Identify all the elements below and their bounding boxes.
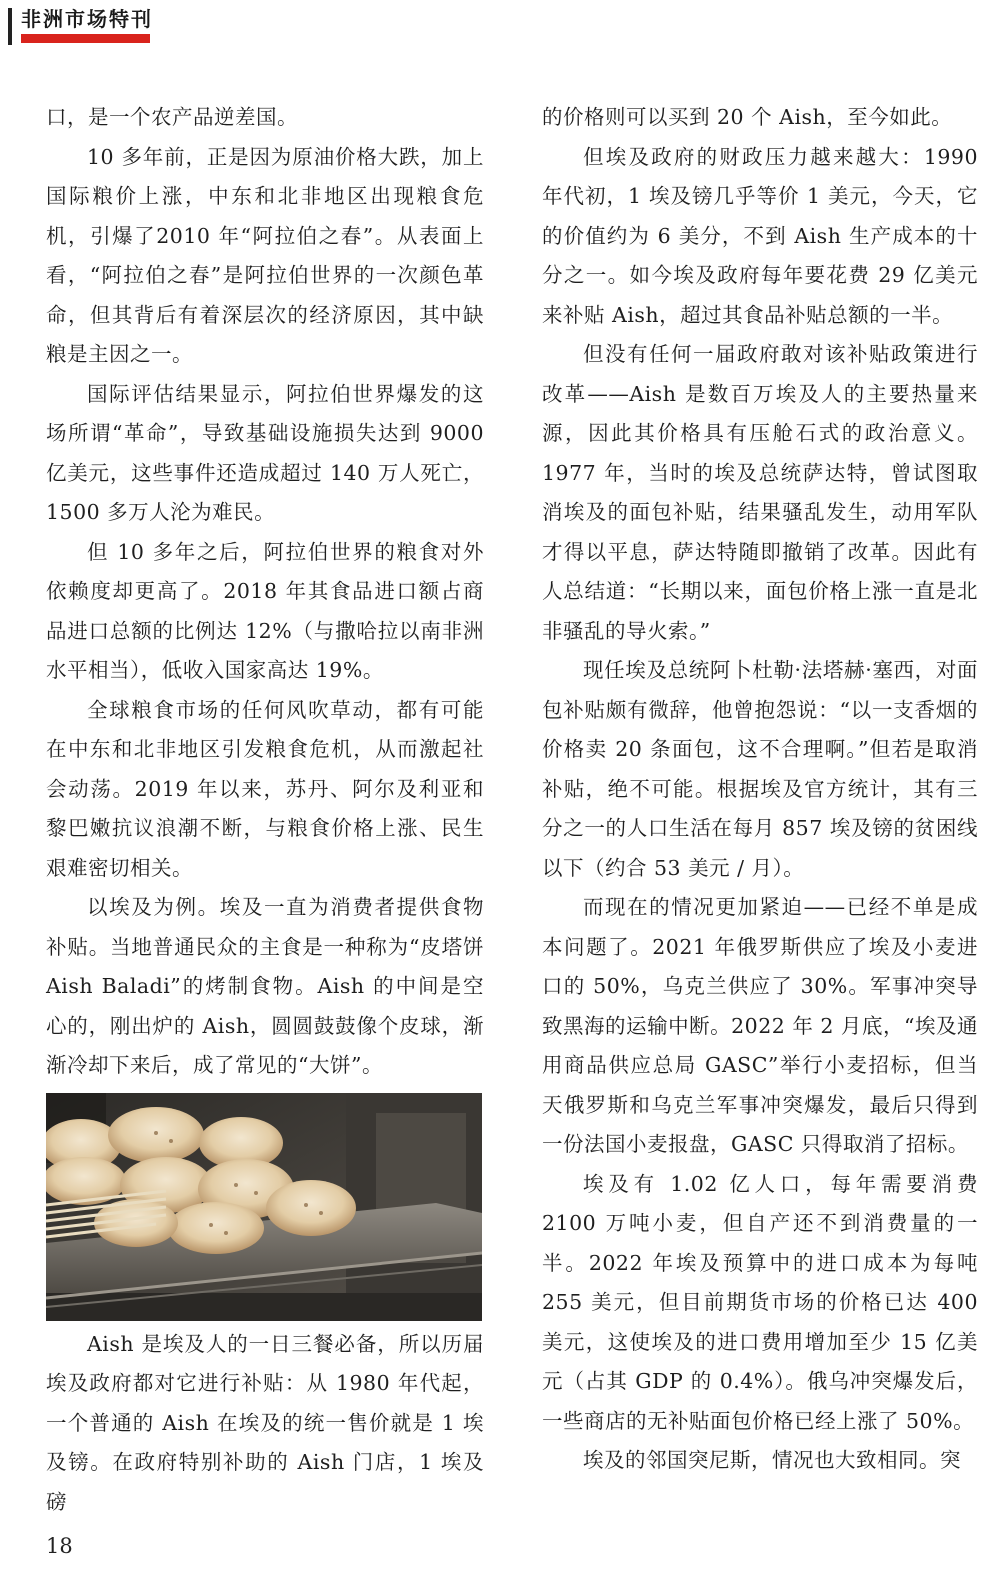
right-paragraph-3: 但没有任何一届政府敢对该补贴政策进行改革——Aish 是数百万埃及人的主要热量来源，因此其价格具有压舱石式的政治意义。1977 年，当时的埃及总统萨达特，曾试图取消埃及的面包补贴，结果骚乱发生，动用军队才得以平息，萨达特随即撤销了改革。因此有人总结道：“长期以来，面包价格上涨一直是北非骚乱的导火索。” xyxy=(542,342,978,643)
left-paragraph-5: 全球粮食市场的任何风吹草动，都有可能在中东和北非地区引发粮食危机，从而激起社会动荡。2019 年以来，苏丹、阿尔及利亚和黎巴嫩抗议浪潮不断，与粮食价格上涨、民生艰难密切相关。 xyxy=(46,697,484,880)
right-paragraph-2: 但埃及政府的财政压力越来越大：1990 年代初，1 埃及镑几乎等价 1 美元，今天，它的价值约为 6 美分，不到 Aish 生产成本的十分之一。如今埃及政府每年要花费 29 亿美元来补贴 Aish，超过其食品补贴总额的一半。 xyxy=(542,144,978,327)
left-paragraph-1: 口，是一个农产品逆差国。 xyxy=(46,105,298,129)
section-title: 非洲市场特刊 xyxy=(21,7,153,31)
left-paragraph-4: 但 10 多年之后，阿拉伯世界的粮食对外依赖度却更高了。2018 年其食品进口额占商品进口总额的比例达 12%（与撒哈拉以南非洲水平相当），低收入国家高达 19%。 xyxy=(46,539,484,682)
header-vertical-rule xyxy=(8,8,12,45)
left-column xyxy=(46,98,484,1522)
bread-photo-illustration xyxy=(46,1093,482,1321)
right-paragraph-1: 的价格则可以买到 20 个 Aish，至今如此。 xyxy=(542,105,953,129)
right-paragraph-4: 现任埃及总统阿卜杜勒·法塔赫·塞西，对面包补贴颇有微辞，他曾抱怨说：“以一支香烟的价格卖 20 条面包，这不合理啊。”但若是取消补贴，绝不可能。根据埃及官方统计，其有三分之一的人口生活在每月 857 埃及镑的贫困线以下（约合 53 美元 / 月）。 xyxy=(542,658,978,880)
left-paragraph-6: 以埃及为例。埃及一直为消费者提供食物补贴。当地普通民众的主食是一种称为“皮塔饼 Aish Baladi”的烤制食物。Aish 的中间是空心的，刚出炉的 Aish，圆圆鼓鼓像个皮球，渐渐冷却下来后，成了常见的“大饼”。 xyxy=(46,895,484,1077)
right-column xyxy=(542,98,978,1481)
right-paragraph-6: 埃及有 1.02 亿人口，每年需要消费 2100 万吨小麦，但自产还不到消费量的一半。2022 年埃及预算中的进口成本为每吨 255 美元，但目前期货市场的价格已达 400 美元，这使埃及的进口费用增加至少 15 亿美元（占其 GDP 的 0.4%）。俄乌冲突爆发后，一些商店的无补贴面包价格已经上涨了 50%。 xyxy=(542,1171,978,1433)
left-paragraph-2: 10 多年前，正是因为原油价格大跌，加上国际粮价上涨，中东和北非地区出现粮食危机，引爆了2010 年“阿拉伯之春”。从表面上看，“阿拉伯之春”是阿拉伯世界的一次颜色革命，但其背后有着深层次的经济原因，其中缺粮是主因之一。 xyxy=(46,144,484,366)
right-paragraph-5: 而现在的情况更加紧迫——已经不单是成本问题了。2021 年俄罗斯供应了埃及小麦进口的 50%，乌克兰供应了 30%。军事冲突导致黑海的运输中断。2022 年 2 月底，“埃及通用商品供应总局 GASC”举行小麦招标，但当天俄罗斯和乌克兰军事冲突爆发，最后只得到一份法国小麦报盘，GASC 只得取消了招标。 xyxy=(542,895,978,1156)
header-red-bar xyxy=(21,34,150,43)
page-header xyxy=(0,0,1000,50)
bread-photo xyxy=(46,1093,482,1321)
page-number: 18 xyxy=(46,1534,73,1558)
left-paragraph-3: 国际评估结果显示，阿拉伯世界爆发的这场所谓“革命”，导致基础设施损失达到 9000 亿美元，这些事件还造成超过 140 万人死亡，1500 多万人沦为难民。 xyxy=(46,381,484,524)
left-paragraph-after-photo: Aish 是埃及人的一日三餐必备，所以历届埃及政府都对它进行补贴：从 1980 年代起，一个普通的 Aish 在埃及的统一售价就是 1 埃及镑。在政府特别补助的 Aish 门店，1 埃及磅 xyxy=(46,1331,484,1514)
right-paragraph-7: 埃及的邻国突尼斯，情况也大致相同。突 xyxy=(583,1448,961,1472)
